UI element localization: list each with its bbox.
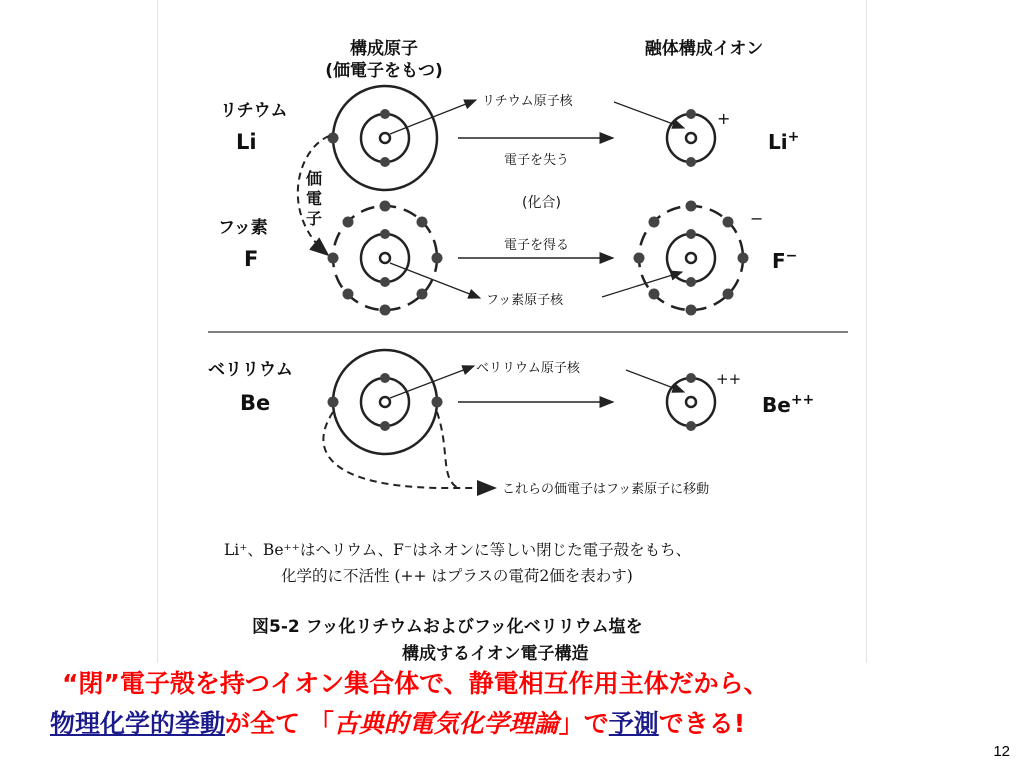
beryllium-ion-charge-mark: ++ xyxy=(716,370,742,388)
ion-structure-diagram xyxy=(158,0,866,663)
figure-title-line-1: 図5-2 フッ化リチウムおよびフッ化ベリリウム塩を xyxy=(252,617,643,637)
beryllium-name: ベリリウム xyxy=(208,360,293,380)
beryllium-nucleus-label: ベリリウム原子核 xyxy=(476,361,580,376)
slide-number: 12 xyxy=(993,743,1010,760)
lithium-ion xyxy=(667,109,715,167)
beryllium-symbol: Be xyxy=(240,391,271,415)
valence-char-1: 価 xyxy=(306,169,323,188)
beryllium-ion xyxy=(667,373,715,431)
figure-panel xyxy=(157,0,867,663)
caption-text-b: 」で xyxy=(558,709,609,738)
header-left-line1: 構成原子 xyxy=(350,39,418,59)
caption-line-1: “閉”電子殻を持つイオン集合体で、静電相互作用主体だから、 xyxy=(62,669,769,698)
fluorine-nucleus-label: フッ素原子核 xyxy=(486,293,564,308)
caption-text-a: が全て 「 xyxy=(225,709,334,738)
caption-text-c: できる! xyxy=(658,709,746,738)
transfer-label: これらの価電子はフッ素原子に移動 xyxy=(502,482,710,497)
combine-label: (化合) xyxy=(522,195,561,211)
figure-title-line-2: 構成するイオン電子構造 xyxy=(402,644,589,663)
lithium-atom xyxy=(328,86,438,190)
fluoride-ion-symbol: F− xyxy=(772,248,798,273)
physicochemical-behavior-link[interactable]: 物理化学的挙動 xyxy=(50,709,226,738)
caption-line-2 xyxy=(50,704,990,744)
header-left-line2: (価電子をもつ) xyxy=(325,61,443,81)
valence-char-3: 子 xyxy=(306,209,323,228)
fluorine-name: フッ素 xyxy=(218,218,268,238)
classical-theory-text: 古典的電気化学理論 xyxy=(333,709,559,738)
fluorine-arrow-label: 電子を得る xyxy=(504,238,570,253)
note-line-2: 化学的に不活性 (++ はプラスの電荷2価を表わす) xyxy=(281,567,633,585)
lithium-symbol: Li xyxy=(236,130,257,154)
lithium-nucleus-label: リチウム原子核 xyxy=(482,94,573,109)
lithium-ion-symbol: Li+ xyxy=(768,129,800,154)
note-line-1: Li⁺、Be⁺⁺はヘリウム、F⁻はネオンに等しい閉じた電子殻をもち、 xyxy=(224,541,692,559)
fluorine-symbol: F xyxy=(244,247,259,271)
lithium-name: リチウム xyxy=(220,101,288,121)
fluorine-atom xyxy=(328,201,443,316)
fluoride-ion-charge-mark: − xyxy=(750,209,764,228)
beryllium-ion-symbol: Be++ xyxy=(762,392,815,417)
lithium-ion-charge-mark: + xyxy=(717,109,731,128)
slide-caption xyxy=(50,664,990,744)
header-right: 融体構成イオン xyxy=(644,39,764,59)
prediction-link[interactable]: 予測 xyxy=(608,709,659,738)
lithium-arrow-label: 電子を失う xyxy=(504,153,570,168)
valence-char-2: 電 xyxy=(306,189,323,208)
beryllium-atom xyxy=(328,350,443,454)
fluoride-ion xyxy=(634,201,749,316)
